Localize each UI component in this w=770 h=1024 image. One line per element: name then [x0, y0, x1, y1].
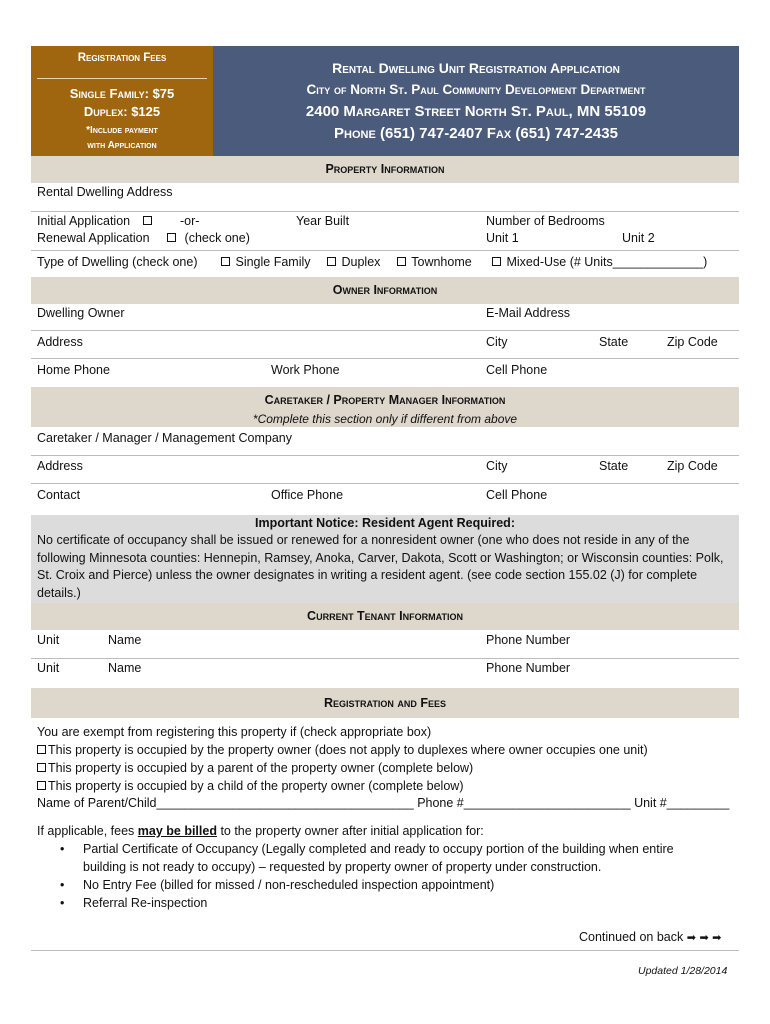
bullet-dot: • [60, 896, 65, 910]
townhome-label: Townhome [411, 255, 472, 269]
unit-2-label: Unit 2 [622, 231, 655, 245]
type-duplex-option[interactable] [325, 255, 380, 269]
caretaker-city-label: City [486, 459, 508, 473]
bullet-dot: • [60, 878, 65, 892]
dwelling-type-label: Type of Dwelling (check one) [37, 255, 198, 269]
billing-intro-pre: If applicable, fees [37, 824, 138, 838]
billing-may-be-billed: may be billed [137, 824, 217, 838]
caretaker-contact-label: Contact [37, 488, 81, 502]
exempt-parent-label: This property is occupied by a parent of the property owner (complete below) [48, 761, 474, 775]
fee-single-family: Single Family: $75 [69, 86, 175, 101]
exempt-child-label: This property is occupied by a child of the property owner (complete below) [48, 779, 464, 793]
owner-city-label: City [486, 335, 508, 349]
bullet-dot: • [60, 842, 65, 856]
tenant-phone-label: Phone Number [486, 633, 571, 647]
department-address: 2400 Margaret Street North St. Paul, MN 55109 [305, 103, 647, 120]
owner-home-phone-label: Home Phone [37, 363, 110, 377]
continued-label: Continued on back [579, 930, 684, 944]
divider [31, 950, 739, 951]
divider [31, 250, 739, 251]
owner-work-phone-label: Work Phone [271, 363, 340, 377]
fee-note-2: with Application [87, 140, 157, 151]
divider [31, 483, 739, 484]
or-label: -or- [180, 214, 200, 228]
owner-zip-label: Zip Code [667, 335, 718, 349]
tenant-unit-label: Unit [37, 633, 60, 647]
owner-state-label: State [599, 335, 629, 349]
mixed-use-checkbox[interactable] [492, 257, 501, 266]
type-townhome-option[interactable] [395, 255, 472, 269]
registration-fees-box [31, 46, 213, 156]
initial-application-option[interactable] [37, 214, 154, 228]
owner-cell-phone-label: Cell Phone [486, 363, 548, 377]
fee-partial-co-cont: building is not ready to occupy) – requested by property owner of property under construction. [83, 860, 602, 874]
fee-no-entry: No Entry Fee (billed for missed / non-rescheduled inspection appointment) [83, 878, 495, 892]
exempt-owner-checkbox[interactable] [37, 745, 46, 754]
exempt-owner-label: This property is occupied by the property owner (does not apply to duplexes where owner occupies one unit) [48, 743, 648, 757]
bedrooms-label: Number of Bedrooms [486, 214, 605, 228]
single-family-checkbox[interactable] [221, 257, 230, 266]
department-phone: Phone (651) 747-2407 Fax (651) 747-2435 [334, 125, 618, 142]
notice-title: Important Notice: Resident Agent Required: [255, 516, 515, 530]
fees-title: Registration Fees [77, 52, 167, 64]
divider [31, 358, 739, 359]
exempt-parent-checkbox[interactable] [37, 763, 46, 772]
form-title: Rental Dwelling Unit Registration Application [332, 60, 620, 76]
parent-child-line[interactable]: Name of Parent/Child_____________________________________ Phone #________________________ Unit #_________ [37, 796, 730, 810]
header-title-box [213, 46, 739, 156]
billing-intro-post: to the property owner after initial application for: [216, 824, 484, 838]
mixed-use-label: Mixed-Use (# Units_____________) [506, 255, 708, 269]
caretaker-zip-label: Zip Code [667, 459, 718, 473]
divider [31, 330, 739, 331]
caretaker-state-label: State [599, 459, 629, 473]
single-family-label: Single Family [235, 255, 311, 269]
tenant-unit-label: Unit [37, 661, 60, 675]
rental-address-label: Rental Dwelling Address [37, 185, 173, 199]
caretaker-office-phone-label: Office Phone [271, 488, 344, 502]
divider [31, 658, 739, 659]
fee-duplex: Duplex: $125 [83, 104, 161, 119]
check-one-label: (check one) [184, 231, 250, 245]
owner-info-heading: Owner Information [31, 277, 739, 304]
townhome-checkbox[interactable] [397, 257, 406, 266]
caretaker-info-band [31, 387, 739, 427]
exempt-intro: You are exempt from registering this property if (check appropriate box) [37, 725, 432, 739]
caretaker-info-heading: Caretaker / Property Manager Information [264, 393, 506, 407]
initial-application-checkbox[interactable] [143, 216, 152, 225]
caretaker-info-subheading: *Complete this section only if different from above [252, 412, 518, 426]
owner-address-label: Address [37, 335, 83, 349]
billing-intro [37, 824, 484, 838]
type-single-family-option[interactable] [219, 255, 311, 269]
unit-1-label: Unit 1 [486, 231, 519, 245]
renewal-application-option[interactable] [37, 231, 250, 245]
arrow-right-icon: ➡ [686, 932, 696, 944]
department-name: City of North St. Paul Community Development Department [306, 82, 646, 97]
property-info-heading: Property Information [31, 156, 739, 183]
tenant-name-label: Name [108, 633, 142, 647]
notice-body: No certificate of occupancy shall be issued or renewed for a nonresident owner (one who does not reside in any of the following Minnesota counties: Hennepin, Ramsey, Anoka, Carver, Dakota, Scott or Washington; or Wisconsin counties: Polk, St. Croix and Pierce) unless the owner designates in writing a resident agent. (see code section 155.02 (J) for complete details.) [37, 533, 724, 600]
tenant-name-label: Name [108, 661, 142, 675]
caretaker-cell-phone-label: Cell Phone [486, 488, 548, 502]
divider [31, 455, 739, 456]
caretaker-company-label: Caretaker / Manager / Management Company [37, 431, 292, 445]
renewal-application-checkbox[interactable] [167, 233, 176, 242]
type-mixed-use-option[interactable] [490, 255, 707, 269]
arrow-right-icon: ➡ [712, 932, 722, 944]
registration-fees-heading: Registration and Fees [31, 688, 739, 718]
continued-on-back [579, 930, 721, 944]
fee-partial-co: Partial Certificate of Occupancy (Legally completed and ready to occupy portion of the building when entire [83, 842, 674, 856]
fees-divider [37, 78, 207, 79]
dwelling-owner-label: Dwelling Owner [37, 306, 125, 320]
exempt-child-option[interactable] [37, 779, 463, 793]
initial-application-label: Initial Application [37, 214, 131, 228]
exempt-parent-option[interactable] [37, 761, 473, 775]
fee-note-1: *Include payment [86, 125, 158, 136]
updated-date: Updated 1/28/2014 [638, 965, 728, 977]
tenant-phone-label: Phone Number [486, 661, 571, 675]
exempt-child-checkbox[interactable] [37, 781, 46, 790]
year-built-label: Year Built [296, 214, 350, 228]
renewal-application-label: Renewal Application [37, 231, 150, 245]
resident-agent-notice [31, 515, 739, 603]
exempt-owner-option[interactable] [37, 743, 648, 757]
duplex-checkbox[interactable] [327, 257, 336, 266]
owner-email-label: E-Mail Address [486, 306, 571, 320]
duplex-label: Duplex [341, 255, 381, 269]
divider [31, 211, 739, 212]
caretaker-address-label: Address [37, 459, 83, 473]
tenant-info-heading: Current Tenant Information [31, 603, 739, 630]
arrow-right-icon: ➡ [699, 932, 709, 944]
fee-referral-reinspection: Referral Re-inspection [83, 896, 208, 910]
